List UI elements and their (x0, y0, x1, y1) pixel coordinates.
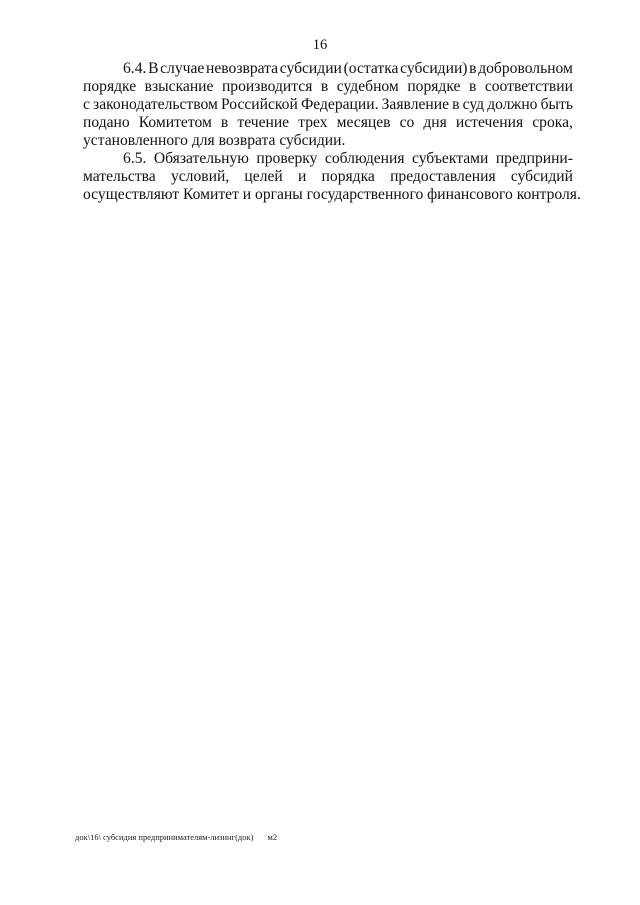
word: соблюдения (324, 150, 405, 167)
page-number: 16 (312, 37, 328, 53)
word: со (399, 114, 415, 131)
word: производится (221, 78, 313, 95)
word: 6.5. (123, 150, 147, 167)
word: в (452, 96, 460, 113)
word: условий, (170, 168, 230, 185)
paragraph-6-4 (83, 60, 573, 150)
paragraph-line (83, 78, 573, 96)
word: мательства (83, 168, 156, 185)
word: с (83, 96, 90, 113)
word: дня (423, 114, 447, 131)
word: в (469, 60, 477, 77)
word: истечения (455, 114, 524, 131)
word: порядке (83, 78, 137, 95)
footer-file-path (75, 832, 277, 843)
word: взыскание (144, 78, 214, 95)
word: законодательством (93, 96, 218, 113)
word: быть (540, 96, 573, 113)
footer-code: м2 (267, 832, 278, 842)
word: судебном (336, 78, 399, 95)
word: трех (298, 114, 328, 131)
paragraph-line (83, 60, 573, 78)
word: субсидии (279, 60, 342, 77)
paragraph-line (83, 168, 573, 186)
word: течение (237, 114, 290, 131)
word: добровольном (478, 60, 573, 77)
paragraph-line (83, 96, 573, 114)
paragraph-line (83, 150, 573, 168)
word: Комитетом (138, 114, 212, 131)
word: Российской (220, 96, 298, 113)
paragraph-line: осуществляют Комитет и органы государственного финансового контроля. (83, 186, 581, 203)
word: (остатка (343, 60, 399, 77)
word: должно (487, 96, 538, 113)
word: и (297, 168, 307, 185)
word: соответствии (484, 78, 573, 95)
word: предприни- (495, 150, 573, 167)
word: предоставления (390, 168, 496, 185)
footer-path: док\16\ субсидия предпринимателям-лизинг(док) (75, 832, 254, 842)
paragraph-6-5 (83, 150, 581, 204)
word: субъектами (412, 150, 489, 167)
word: В (148, 60, 159, 77)
word: в (468, 78, 477, 95)
paragraph-line (83, 114, 573, 132)
word: проверку (256, 150, 318, 167)
word: субсидий (510, 168, 573, 185)
word: порядке (407, 78, 461, 95)
word: субсидии) (400, 60, 468, 77)
word: Заявление (381, 96, 450, 113)
word: целей (244, 168, 283, 185)
word: Федерации. (300, 96, 379, 113)
word: случае (160, 60, 205, 77)
word: суд (462, 96, 485, 113)
paragraph-line: установленного для возврата субсидии. (83, 132, 346, 149)
word: 6.4. (123, 60, 147, 77)
word: срока, (532, 114, 573, 131)
word: невозврата (206, 60, 279, 77)
word: Обязательную (153, 150, 249, 167)
word: подано (83, 114, 130, 131)
word: месяцев (336, 114, 391, 131)
word: порядка (321, 168, 375, 185)
word: в (320, 78, 329, 95)
word: в (220, 114, 229, 131)
